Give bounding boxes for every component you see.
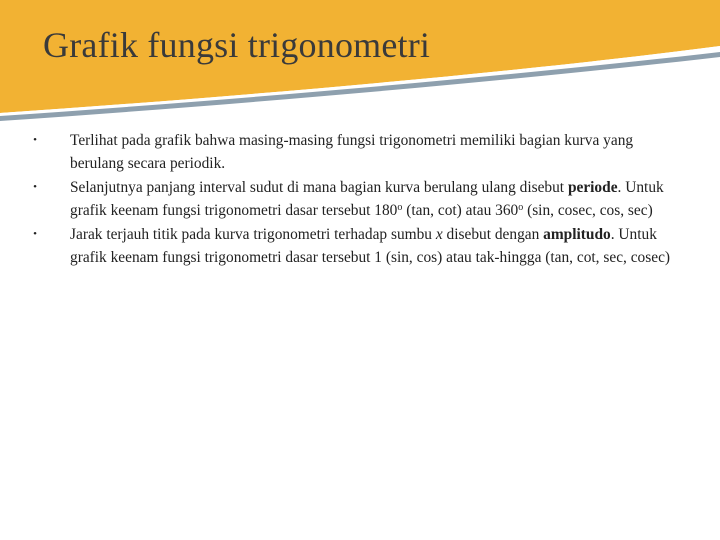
bullet-dot: • xyxy=(33,134,37,146)
bullet-text-2d: (sin, cosec, cos, sec) xyxy=(523,202,653,220)
slide-title: Grafik fungsi trigonometri xyxy=(43,25,431,65)
bullet-text-1: Terlihat pada grafik bahwa masing-masing fungsi trigonometri memiliki bagian kurva yang berulang secara periodik. xyxy=(70,132,634,173)
term-amplitudo: amplitudo xyxy=(543,225,611,243)
bullet-list xyxy=(28,129,683,269)
bullet-text-2b: . Untuk grafik keenam fungsi trigonometri dasar tersebut 180 xyxy=(70,178,664,220)
degree-superscript: o xyxy=(397,202,403,214)
bullet-dot: • xyxy=(33,227,37,240)
bullet-text-2a: Selanjutnya panjang interval sudut di mana bagian kurva berulang ulang disebut xyxy=(70,178,568,196)
bullet-item-1 xyxy=(28,129,683,176)
bullet-dot: • xyxy=(33,180,37,193)
variable-x: x xyxy=(435,225,443,243)
bullet-item-2 xyxy=(28,176,683,223)
bullet-text-3b: disebut dengan xyxy=(442,225,544,243)
term-periode: periode xyxy=(567,178,618,196)
bullet-text-2c: (tan, cot) atau 360 xyxy=(402,202,519,220)
bullet-item-3 xyxy=(28,223,683,270)
bullet-text-3a: Jarak terjauh titik pada kurva trigonometri terhadap sumbu xyxy=(70,225,436,243)
bullet-text-3c: . Untuk grafik keenam fungsi trigonometri dasar tersebut 1 (sin, cos) atau tak-hingga (tan, cot, sec, cosec) xyxy=(70,225,671,267)
degree-superscript: o xyxy=(518,202,524,214)
